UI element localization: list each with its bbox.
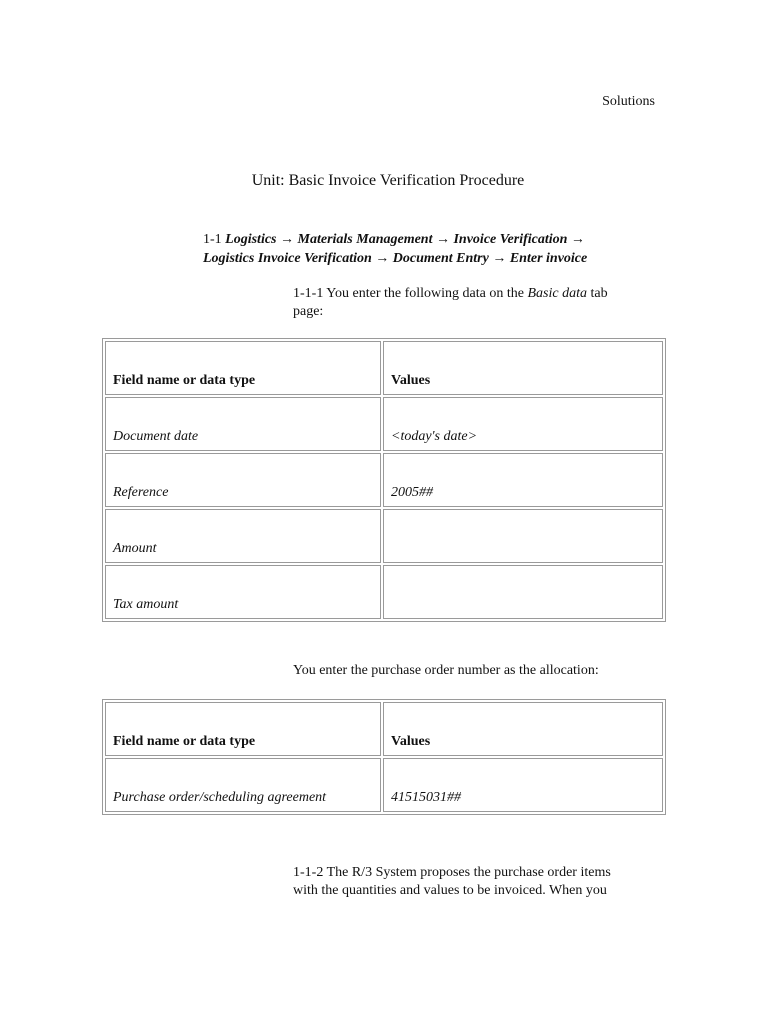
- path-step: Logistics Invoice Verification: [203, 251, 372, 266]
- value-cell: [383, 565, 663, 619]
- column-header-field: Field name or data type: [105, 341, 381, 395]
- step-number: 1-1: [203, 232, 222, 247]
- table-row: [105, 565, 663, 619]
- path-step: Enter invoice: [509, 251, 588, 266]
- value-cell: [383, 509, 663, 563]
- arrow-icon: →: [492, 251, 507, 266]
- allocation-table: [102, 699, 666, 815]
- page-header-label: Solutions: [602, 94, 655, 109]
- field-name-cell: Amount: [105, 509, 381, 563]
- field-name-cell: Reference: [105, 453, 381, 507]
- table-row: [105, 758, 663, 812]
- table-row: [105, 397, 663, 451]
- para1-before: 1-1-1 You enter the following data on the: [293, 286, 528, 301]
- column-header-field: Field name or data type: [105, 702, 381, 756]
- table-row: [105, 509, 663, 563]
- unit-title: Unit: Basic Invoice Verification Procedure: [251, 172, 525, 189]
- arrow-icon: →: [280, 232, 295, 247]
- value-cell: 41515031##: [383, 758, 663, 812]
- field-name-cell: Tax amount: [105, 565, 381, 619]
- path-step: Invoice Verification: [453, 232, 568, 247]
- field-name-cell: Purchase order/scheduling agreement: [105, 758, 381, 812]
- allocation-text: You enter the purchase order number as the allocation:: [293, 663, 599, 678]
- arrow-icon: →: [435, 232, 450, 247]
- step-1-1-2-text: 1-1-2 The R/3 System proposes the purchase order items with the quantities and values to be invoiced. When you: [293, 865, 611, 898]
- table-header-row: [105, 702, 663, 756]
- basic-data-table: [102, 338, 666, 622]
- path-step: Materials Management: [297, 232, 433, 247]
- para1-after: tab page:: [293, 286, 608, 319]
- arrow-icon: →: [375, 251, 390, 266]
- table-header-row: [105, 341, 663, 395]
- field-name-cell: Document date: [105, 397, 381, 451]
- menu-path: [203, 230, 643, 268]
- step-1-1-1-text: [293, 285, 638, 321]
- table-row: [105, 453, 663, 507]
- arrow-icon: →: [570, 232, 585, 247]
- para1-emphasis: Basic data: [527, 286, 587, 301]
- path-step: Document Entry: [392, 251, 489, 266]
- value-cell: 2005##: [383, 453, 663, 507]
- value-cell: <today's date>: [383, 397, 663, 451]
- column-header-values: Values: [383, 341, 663, 395]
- path-step: Logistics: [225, 232, 277, 247]
- column-header-values: Values: [383, 702, 663, 756]
